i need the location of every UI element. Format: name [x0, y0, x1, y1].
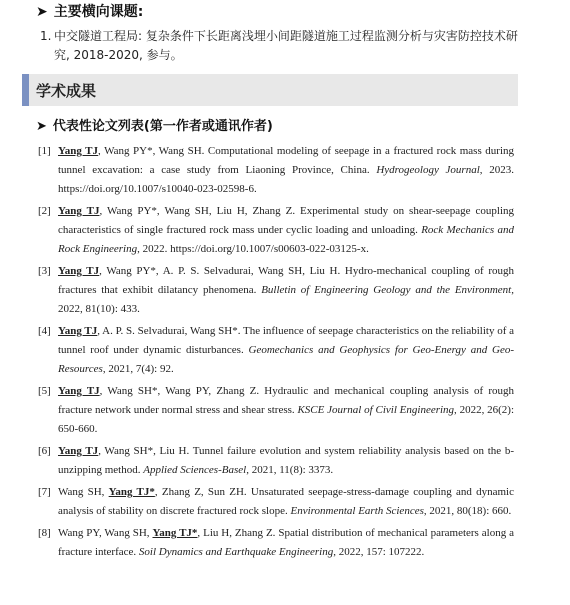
- publication-index: [6]: [38, 445, 51, 457]
- papers-heading-note: (第一作者或通讯作者): [143, 119, 273, 134]
- section-accent-bar: [22, 74, 29, 106]
- publication-item: [38, 382, 514, 439]
- publication-index: [8]: [38, 527, 51, 539]
- highlighted-author: Yang TJ: [58, 445, 99, 457]
- project-item: [40, 27, 520, 65]
- publication-tail: , 2021, 7(4): 92.: [102, 363, 174, 375]
- publication-item: [38, 483, 514, 521]
- publication-tail: , 2022, 157: 107222.: [333, 546, 425, 558]
- publication-tail: , 2022. https://doi.org/10.1007/s00603-022-03125-x.: [137, 243, 369, 255]
- publication-index: [1]: [38, 145, 51, 157]
- publication-venue: Geomechanics and Geophysics for Geo-Energy and Geo-Resources: [58, 344, 514, 375]
- papers-heading-label: 代表性论文列表: [52, 119, 144, 134]
- publication-tail: , 2021, 80(18): 660.: [423, 505, 512, 517]
- projects-heading: [36, 3, 143, 21]
- publication-item: [38, 202, 514, 259]
- publication-venue: Bulletin of Engineering Geology and the Environment: [261, 284, 512, 296]
- papers-heading: [36, 118, 273, 136]
- publication-venue: Environmental Earth Sciences: [290, 505, 424, 517]
- publication-text: , Wang SH*, Wang PY, Zhang Z. Hydraulic and mechanical coupling analysis of rough fracture network under normal stress and shear stress.: [58, 385, 514, 416]
- publication-text: , Wang SH*, Liu H. Tunnel failure evolution and system reliability analysis based on the b-unzipping method.: [58, 445, 514, 476]
- project-text: 中交隧道工程局: 复杂条件下长距离浅埋小间距隧道施工过程监测分析与灾害防控技术研究, 2018-2020, 参与。: [54, 29, 518, 62]
- publication-tail: , 2023. https://doi.org/10.1007/s10040-023-02598-6.: [58, 164, 515, 195]
- publication-item: [38, 442, 514, 480]
- publication-index: [2]: [38, 205, 51, 217]
- section-header: [22, 74, 518, 106]
- publication-index: [7]: [38, 486, 51, 498]
- publication-venue: Hydrogeology Journal: [376, 164, 480, 176]
- publication-item: [38, 262, 514, 319]
- publication-venue: Applied Sciences-Basel: [143, 464, 247, 476]
- publication-tail: , 2022, 81(10): 433.: [58, 284, 514, 315]
- highlighted-author: Yang TJ: [58, 385, 100, 397]
- projects-heading-label: 主要横向课题:: [53, 4, 144, 20]
- highlighted-author: Yang TJ: [58, 265, 100, 277]
- publication-item: [38, 524, 514, 562]
- publication-tail: , 2022, 26(2): 650-660.: [58, 404, 515, 435]
- publication-venue: KSCE Journal of Civil Engineering: [297, 404, 455, 416]
- publication-text: , Wang PY*, A. P. S. Selvadurai, Wang SH, Liu H. Hydro-mechanical coupling of rough fractures that exhibit dilatancy phenomena.: [58, 265, 515, 296]
- publication-index: [5]: [38, 385, 51, 397]
- publication-authors-pre: Wang SH,: [58, 486, 109, 498]
- publication-list: [38, 142, 514, 565]
- publication-item: [38, 142, 514, 199]
- publication-venue: Soil Dynamics and Earthquake Engineering: [138, 546, 334, 558]
- publication-text: , Zhang Z, Sun ZH. Unsaturated seepage-stress-damage coupling and dynamic analysis of stability on discrete fractured rock slope.: [58, 486, 514, 517]
- highlighted-author: Yang TJ: [58, 325, 98, 337]
- publication-venue: Rock Mechanics and Rock Engineering: [58, 224, 514, 255]
- publication-index: [4]: [38, 325, 51, 337]
- highlighted-author: Yang TJ: [58, 145, 99, 157]
- publication-text: , Wang PY*, Wang SH. Computational modeling of seepage in a fractured rock mass during tunnel excavation: a case study from Liaoning Province, China.: [58, 145, 514, 176]
- publication-text: , Wang PY*, Wang SH, Liu H, Zhang Z. Experimental study on shear-seepage coupling characteristics of single fractured rock mass under cyclic loading and unloading.: [58, 205, 514, 236]
- publication-tail: , 2021, 11(8): 3373.: [246, 464, 334, 476]
- publication-authors-pre: Wang PY, Wang SH,: [58, 527, 153, 539]
- publication-index: [3]: [38, 265, 51, 277]
- highlighted-author: Yang TJ*: [108, 486, 155, 498]
- arrow-right-icon: ➤: [36, 119, 47, 134]
- highlighted-author: Yang TJ: [58, 205, 100, 217]
- publication-text: , A. P. S. Selvadurai, Wang SH*. The influence of seepage characteristics on the reliability of a tunnel roof under dynamic disturbances.: [58, 325, 515, 356]
- section-title: 学术成果: [36, 82, 97, 100]
- arrow-right-icon: ➤: [36, 4, 48, 20]
- highlighted-author: Yang TJ*: [152, 527, 198, 539]
- publication-item: [38, 322, 514, 379]
- publication-text: , Liu H, Zhang Z. Spatial distribution of mechanical parameters along a fracture interface.: [58, 527, 515, 558]
- project-number: 1.: [40, 29, 52, 43]
